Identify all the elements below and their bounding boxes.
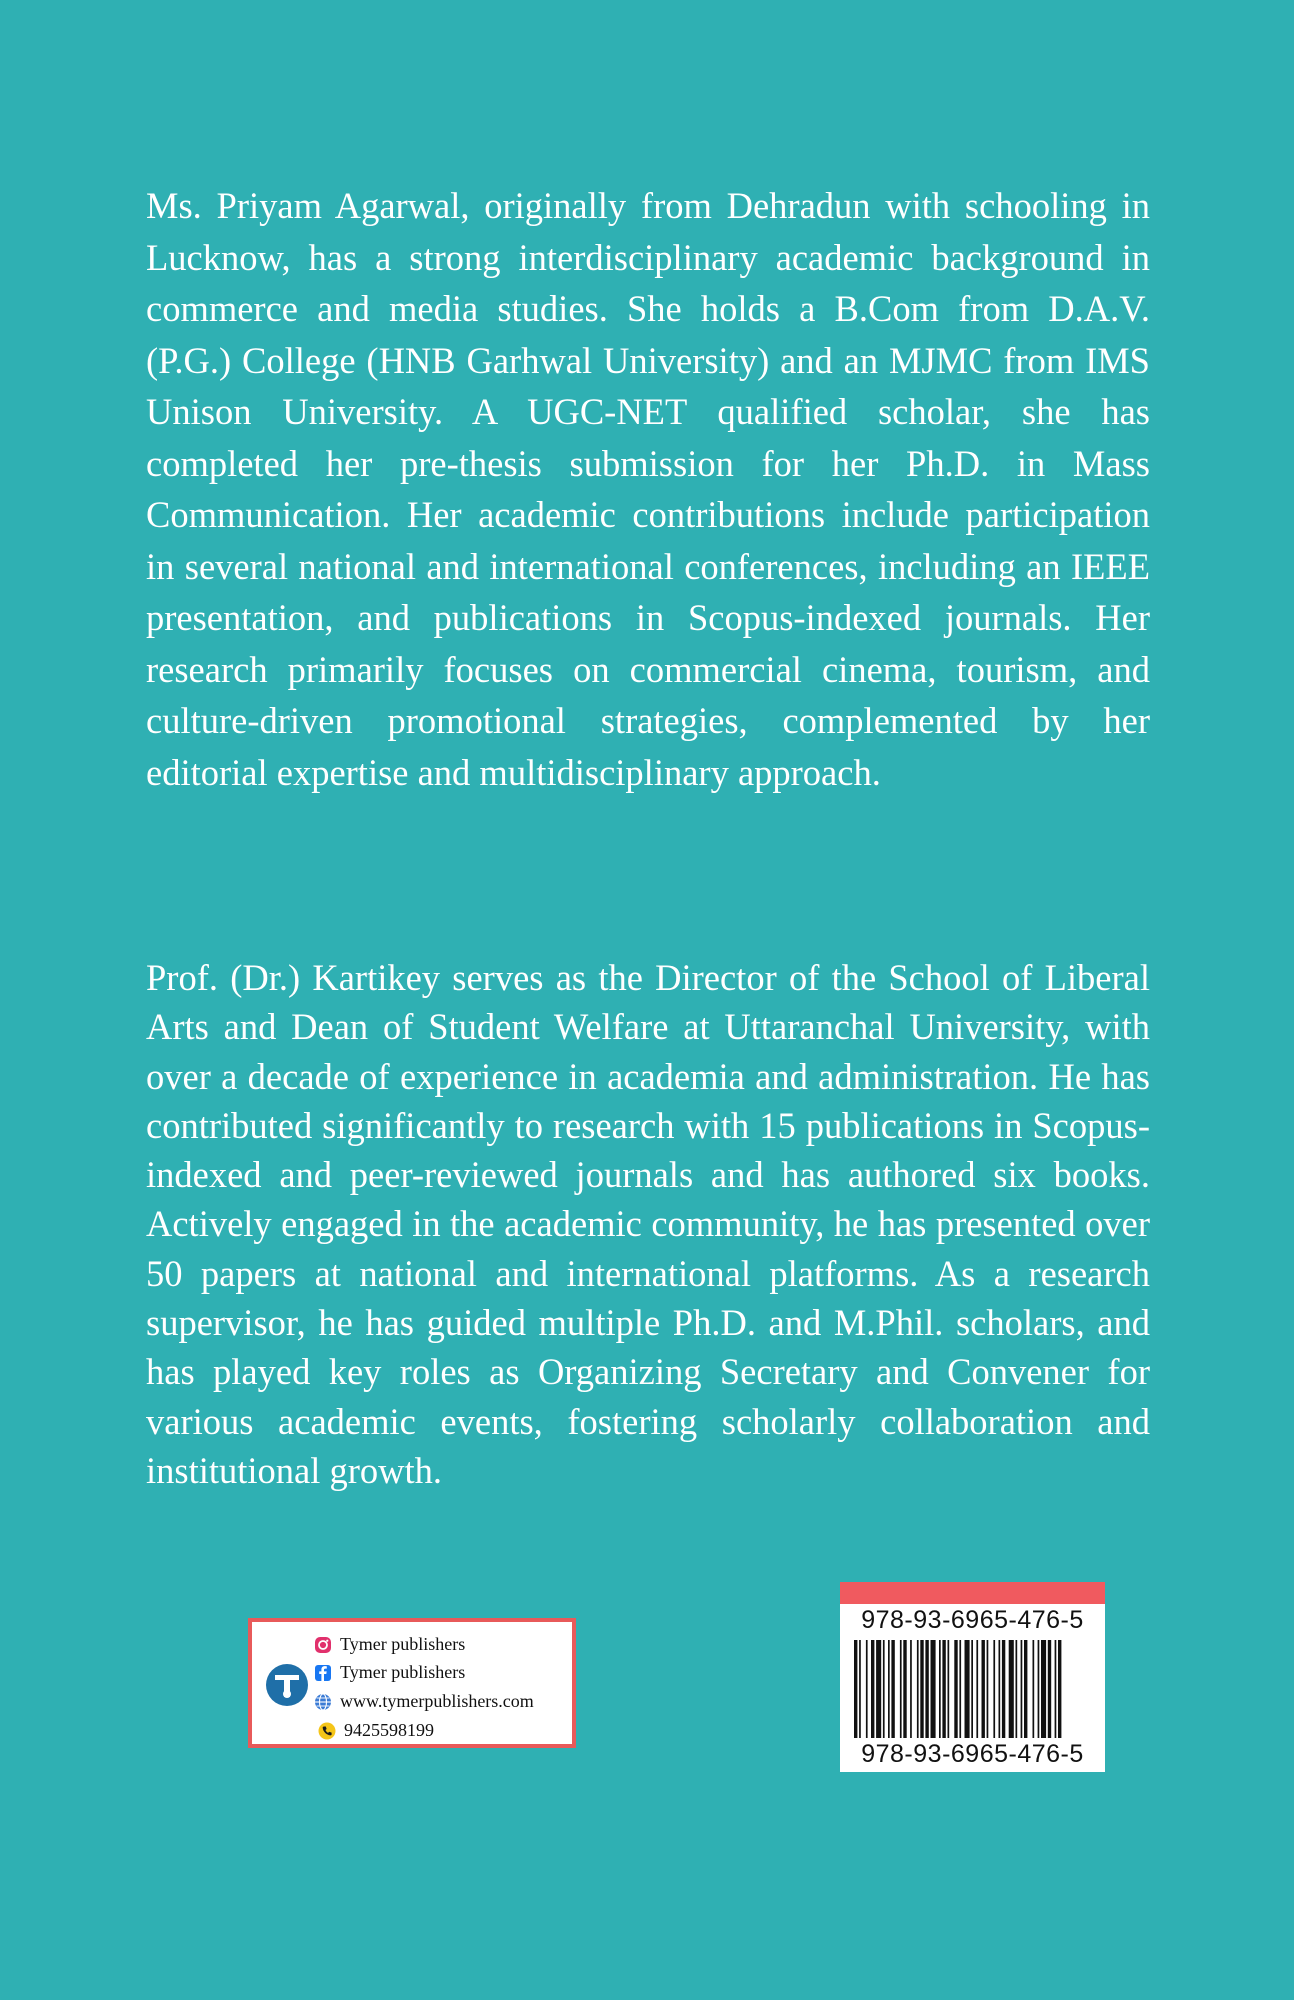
barcode-bar: [999, 1640, 1001, 1738]
barcode-bar: [1021, 1640, 1023, 1738]
barcode-bar: [900, 1640, 902, 1738]
isbn-accent-strip: [840, 1582, 1105, 1604]
isbn-number-bottom: 978-93-6965-476-5: [861, 1740, 1084, 1768]
facebook-handle: Tymer publishers: [340, 1662, 466, 1682]
phone-contact[interactable]: [318, 1720, 434, 1741]
author-bio-kartikey: Prof. (Dr.) Kartikey serves as the Director of the School of Liberal Arts and Dean of Student Welfare at Uttaranchal University, with over a decade of experience in academia and administration. He has contributed significantly to research with 15 publications in Scopus-indexed and peer-reviewed journals and has authored six books. Actively engaged in the academic community, he has presented over 50 papers at national and international platforms. As a research supervisor, he has guided multiple Ph.D. and M.Phil. scholars, and has played key roles as Organizing Secretary and Convener for various academic events, fostering scholarly collaboration and institutional growth.: [146, 957, 1150, 1491]
website-contact[interactable]: [314, 1691, 534, 1712]
instagram-contact[interactable]: [314, 1634, 465, 1655]
barcode-bar: [1058, 1640, 1061, 1738]
barcode-bar: [948, 1640, 950, 1738]
barcode-bar: [1041, 1640, 1046, 1738]
barcode-bar: [925, 1640, 928, 1738]
barcode-bar: [871, 1640, 874, 1738]
barcode-bar: [1024, 1640, 1027, 1738]
isbn-barcode-box: [840, 1582, 1105, 1772]
barcode-bar: [942, 1640, 945, 1738]
publisher-contact-box: [248, 1618, 576, 1748]
barcode-bar: [1038, 1640, 1040, 1738]
instagram-icon: [314, 1636, 332, 1654]
barcode-bar: [965, 1640, 970, 1738]
barcode-bar: [1033, 1640, 1035, 1738]
globe-icon: [314, 1693, 332, 1711]
barcode-bar: [920, 1640, 923, 1738]
barcode-bar: [876, 1640, 881, 1738]
barcode-graphic: [854, 1640, 1091, 1738]
barcode-bar: [903, 1640, 906, 1738]
phone-number: 9425598199: [344, 1720, 434, 1740]
barcode-bar: [1016, 1640, 1018, 1738]
barcode-bar: [931, 1640, 936, 1738]
barcode-bar: [866, 1640, 868, 1738]
barcode-bar: [917, 1640, 919, 1738]
publisher-logo-icon: [266, 1664, 308, 1706]
barcode-bar: [987, 1640, 989, 1738]
barcode-bar: [959, 1640, 961, 1738]
website-url: www.tymerpublishers.com: [340, 1691, 534, 1711]
author-bio-priyam-agarwal: Ms. Priyam Agarwal, originally from Dehradun with schooling in Lucknow, has a strong interdisciplinary academic background in commerce and media studies. She holds a B.Com from D.A.V. (P.G.) College (HNB Garhwal University) and an MJMC from IMS Unison University. A UGC-NET qualified scholar, she has completed her pre-thesis submission for her Ph.D. in Mass Communication. Her academic contributions include participation in several national and international conferences, including an IEEE presentation, and publications in Scopus-indexed journals. Her research primarily focuses on commercial cinema, tourism, and culture-driven promotional strategies, complemented by her editorial expertise and multidisciplinary approach.: [146, 185, 1150, 793]
phone-icon: [318, 1722, 336, 1740]
isbn-number-top: 978-93-6965-476-5: [861, 1606, 1084, 1634]
barcode-bar: [854, 1640, 857, 1738]
barcode-bar: [883, 1640, 885, 1738]
barcode-bar: [910, 1640, 912, 1738]
barcode-bar: [939, 1640, 941, 1738]
barcode-bar: [971, 1640, 973, 1738]
barcode-bar: [1002, 1640, 1005, 1738]
barcode-bar: [976, 1640, 978, 1738]
facebook-icon: [314, 1664, 332, 1682]
barcode-bar: [1009, 1640, 1014, 1738]
barcode-bar: [1055, 1640, 1057, 1738]
barcode-bar: [891, 1640, 894, 1738]
barcode-bar: [859, 1640, 861, 1738]
facebook-contact[interactable]: [314, 1662, 465, 1683]
barcode-bar: [1048, 1640, 1051, 1738]
barcode-bar: [954, 1640, 957, 1738]
barcode-bar: [888, 1640, 890, 1738]
barcode-bar: [993, 1640, 995, 1738]
barcode-bar: [982, 1640, 985, 1738]
instagram-handle: Tymer publishers: [340, 1634, 466, 1654]
